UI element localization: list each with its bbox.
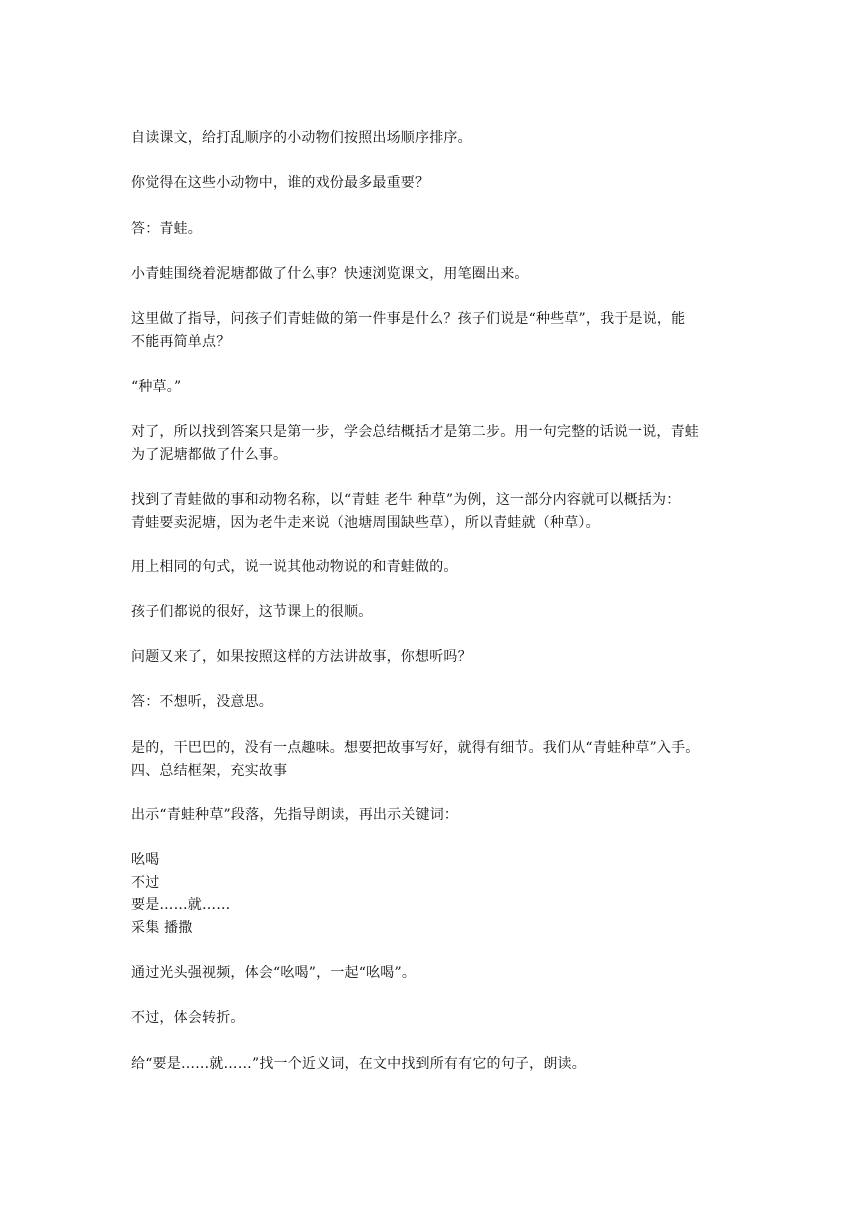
text-line: 你觉得在这些小动物中，谁的戏份最多最重要？ [131,175,430,191]
keyword-item: 要是……就…… [131,897,231,913]
text-line: 小青蛙围绕着泥塘都做了什么事？快速浏览课文，用笔圈出来。 [131,266,529,282]
section-heading: 四、总结框架，充实故事 [131,763,288,779]
text-line: 问题又来了，如果按照这样的方法讲故事，你想听吗？ [131,649,472,665]
text-line: 不能再简单点？ [131,334,231,350]
text-line: 自读课文，给打乱顺序的小动物们按照出场顺序排序。 [131,130,472,146]
text-line: 对了，所以找到答案只是第一步，学会总结概括才是第二步。用一句完整的话说一说，青蛙 [131,424,699,440]
text-line: 通过光头强视频，体会“吆喝”，一起“吆喝”。 [131,965,417,981]
text-line: 青蛙要卖泥塘，因为老牛走来说（池塘周围缺些草），所以青蛙就（种草）。 [131,515,600,531]
keyword-item: 不过 [131,875,160,891]
text-line: 用上相同的句式，说一说其他动物说的和青蛙做的。 [131,559,458,575]
text-line: 不过，体会转折。 [131,1010,245,1026]
text-line: 是的，干巴巴的，没有一点趣味。想要把故事写好，就得有细节。我们从“青蛙种草”入手。 [131,740,700,756]
text-line: 为了泥塘都做了什么事。 [131,447,288,463]
text-line: 这里做了指导，问孩子们青蛙做的第一件事是什么？孩子们说是“种些草”，我于是说，能 [131,311,686,327]
keyword-item: 吆喝 [131,852,160,868]
text-line: “种草。” [131,379,182,395]
text-line: 孩子们都说的很好，这节课上的很顺。 [131,604,373,620]
keyword-item: 采集 播撒 [131,920,193,936]
text-line: 答：青蛙。 [131,221,202,237]
text-line: 出示“青蛙种草”段落，先指导朗读，再出示关键词： [131,807,459,823]
text-line: 找到了青蛙做的事和动物名称，以“青蛙 老牛 种草”为例，这一部分内容就可以概括为： [131,492,681,508]
text-line: 答：不想听，没意思。 [131,694,273,710]
text-line: 给“要是……就……”找一个近义词，在文中找到所有有它的句子，朗读。 [131,1056,586,1072]
